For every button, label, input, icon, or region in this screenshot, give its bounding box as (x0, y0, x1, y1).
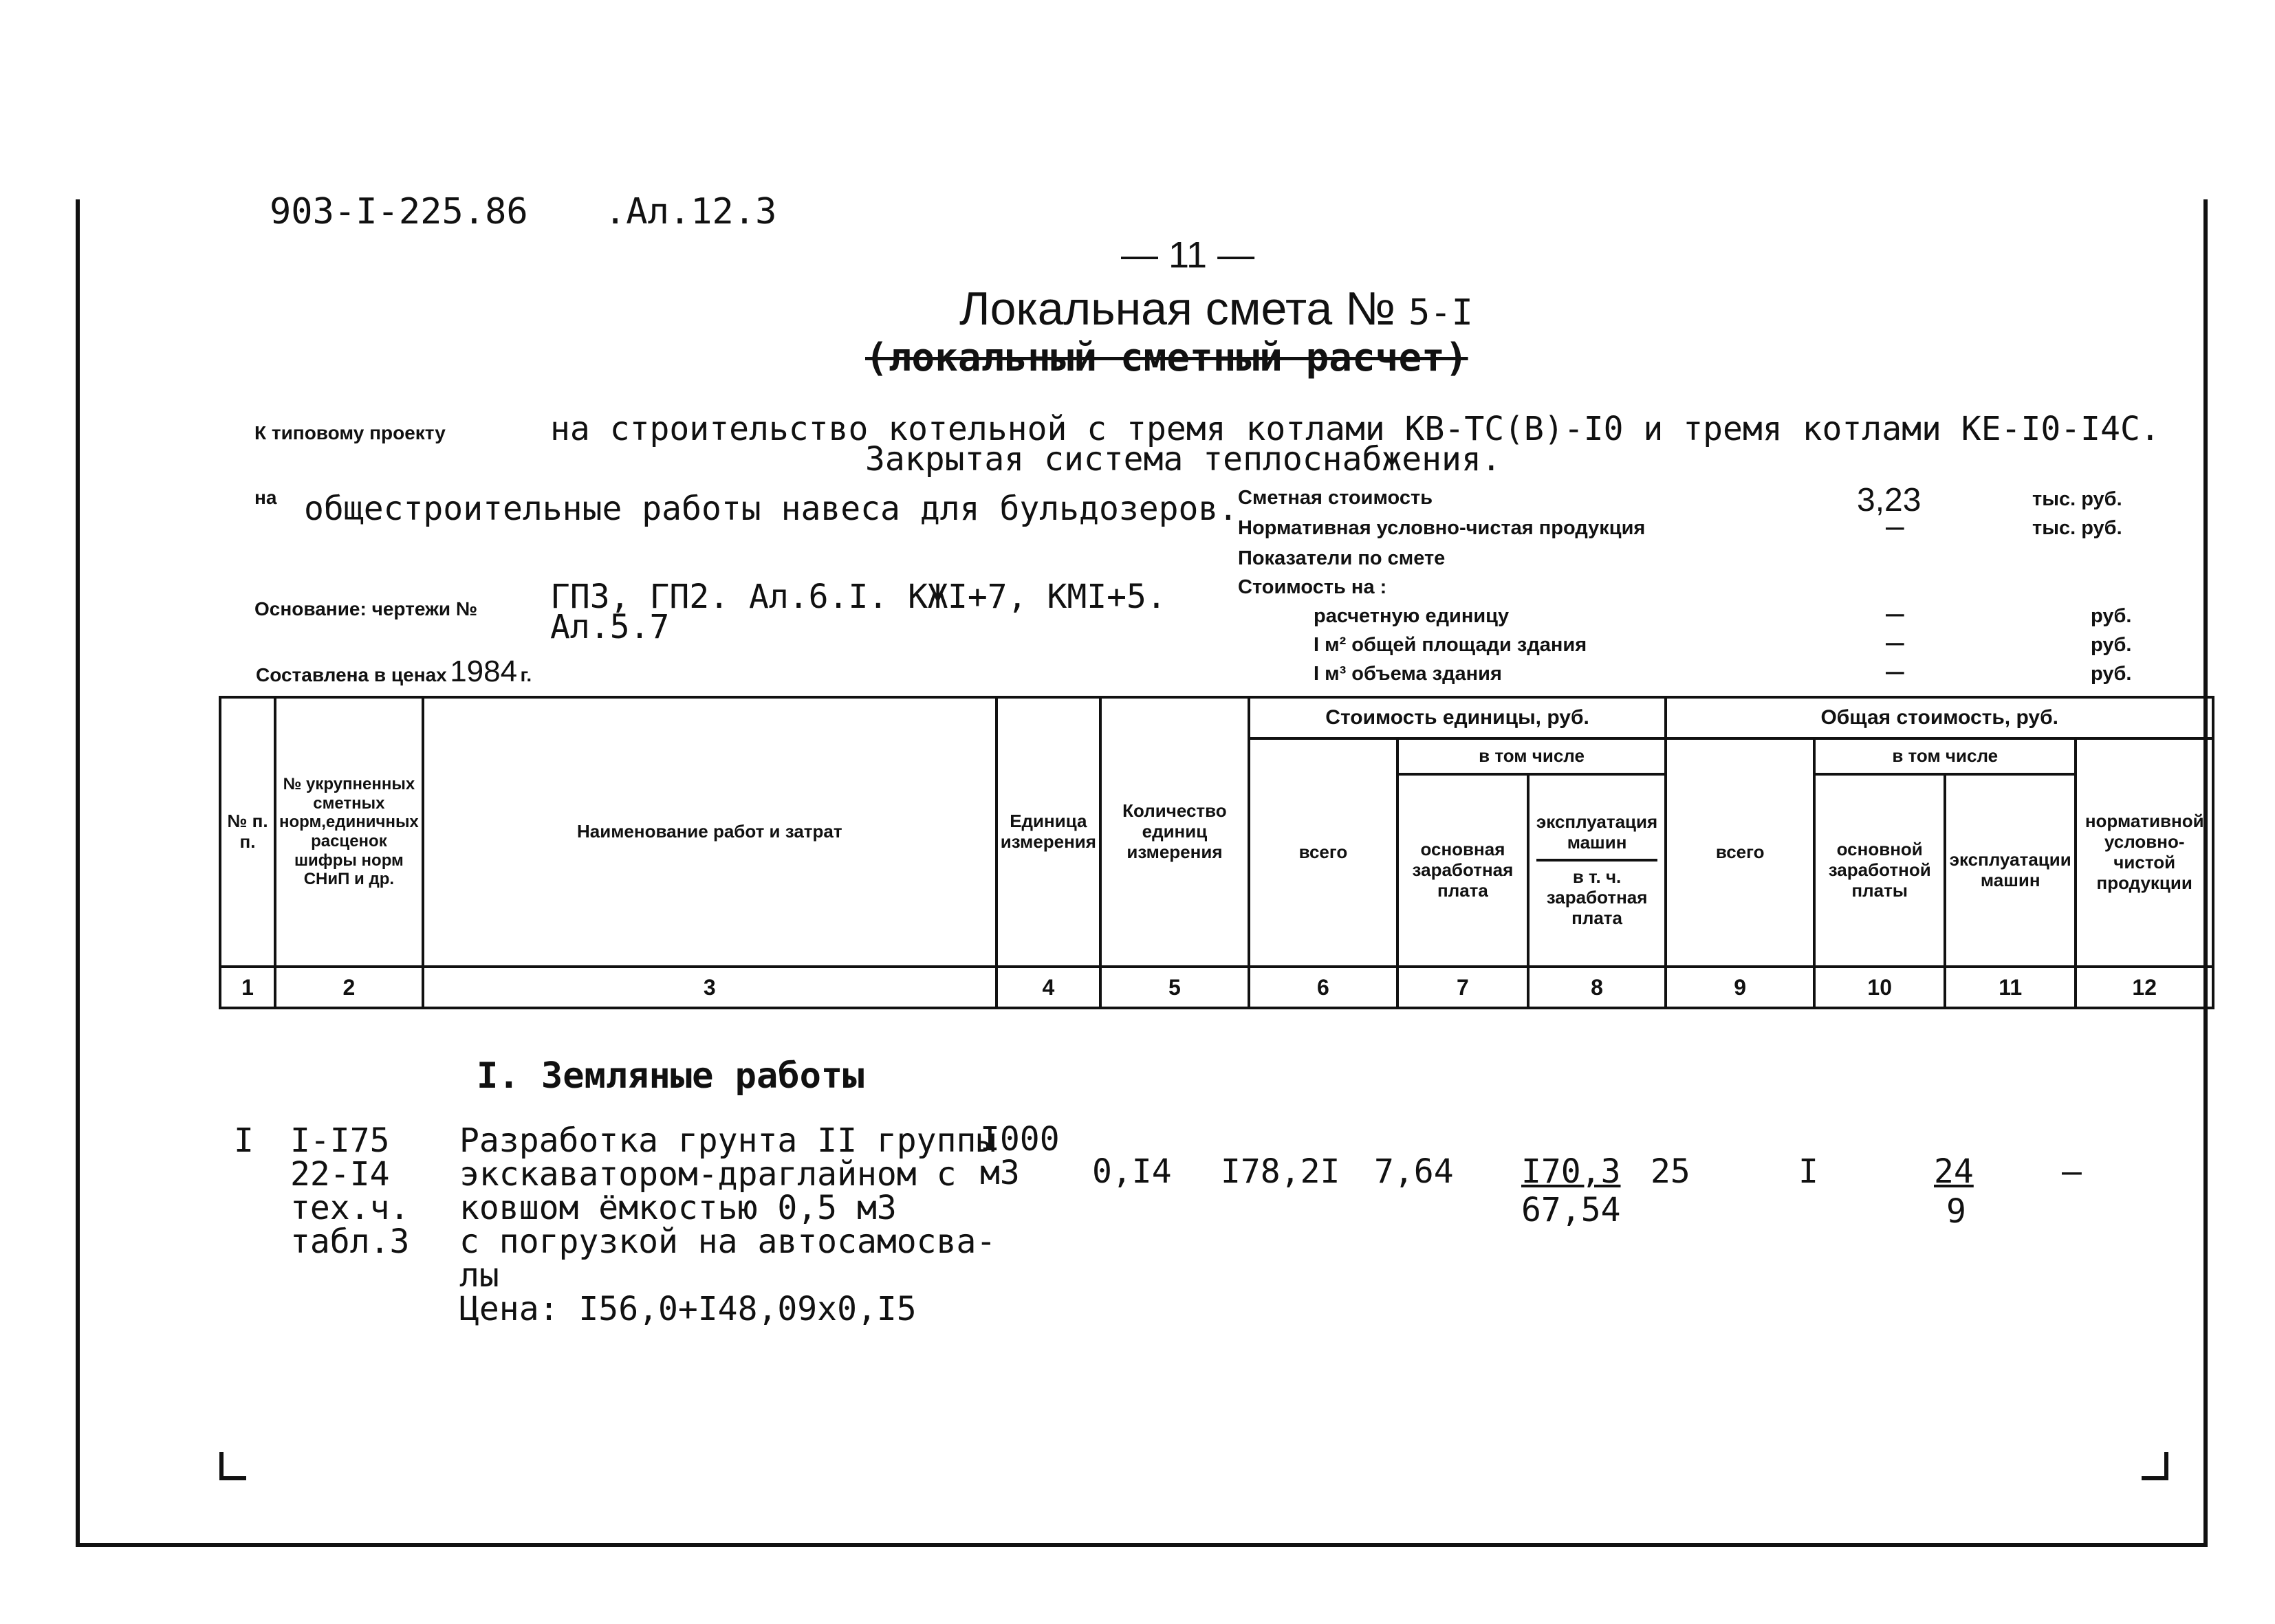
project-value-line2: Закрытая система теплоснабжения. (865, 440, 1501, 479)
col-total-wage-header: основной заработной платы (1814, 774, 1945, 967)
col-qty-header: Количество единиц измерения (1100, 697, 1249, 967)
project-value-line1: на строительство котельной с тремя котлами КВ-ТС(В)-I0 и тремя котлами КЕ-I0-I4С. (550, 410, 2160, 448)
total-incl-header: в том числе (1814, 738, 2076, 774)
row-unit-machine-wage: 67,54 (1521, 1191, 1621, 1229)
col-total-header: всего (1666, 738, 1814, 967)
per-unit-unit: руб. (2091, 605, 2132, 627)
per-unit-value: – (1886, 595, 1904, 631)
per-volume-value: – (1886, 652, 1904, 689)
works-value: общестроительные работы навеса для бульдозеров. (304, 490, 1239, 528)
estimate-table-header (219, 696, 2214, 1009)
row-unit-line-2: м3 (980, 1153, 1020, 1192)
basis-label: Основание: чертежи № (254, 598, 478, 619)
normative-unit: тыс. руб. (2032, 517, 2122, 539)
corner-mark-right-icon (2139, 1451, 2169, 1481)
col-num-header: № п. п. (220, 697, 275, 967)
per-area-label: I м² общей площади здания (1314, 634, 1587, 656)
row-unit-machine: I70,3 (1521, 1152, 1621, 1191)
col-code-header: № укрупненных сметных норм,единичных расценок шифры норм СНиП и др. (275, 697, 423, 967)
row-code (290, 1121, 410, 1261)
per-volume-label: I м³ объема здания (1314, 663, 1502, 685)
basis-value-line1: ГП3, ГП2. Ал.6.I. КЖI+7, КМI+5. (550, 578, 1166, 616)
col-normative-header: нормативной условно-чистой продукции (2076, 738, 2213, 967)
row-code-line-2: 22-I4 (290, 1154, 390, 1194)
per-volume-unit: руб. (2091, 663, 2132, 685)
title-text: Локальная смета № (959, 283, 1396, 335)
row-unit-line-1: I000 (980, 1120, 1060, 1159)
estimated-cost-label: Сметная стоимость (1238, 487, 1433, 509)
doc-code: 903-I-225.86 (270, 191, 528, 232)
col-number-7: 7 (1397, 967, 1528, 1008)
col-number-5: 5 (1100, 967, 1249, 1008)
col-number-2: 2 (275, 967, 423, 1008)
row-name (459, 1121, 997, 1295)
row-qty: 0,I4 (1092, 1152, 1172, 1191)
cost-per-label: Стоимость на : (1238, 576, 1387, 598)
normative-label: Нормативная условно-чистая продукция (1238, 517, 1646, 539)
col-unit-machine-header (1528, 774, 1666, 967)
basis-value-line2: Ал.5.7 (550, 608, 670, 646)
col-number-12: 12 (2076, 967, 2213, 1008)
prices-suffix: г. (520, 664, 532, 685)
row-unit (980, 1120, 1060, 1192)
prices-label: Составлена в ценах (256, 664, 447, 685)
estimated-cost-unit: тыс. руб. (2032, 488, 2122, 510)
machine-wage-label: в т. ч. заработная плата (1546, 866, 1648, 928)
row-total-machine-wage: 9 (1946, 1192, 1966, 1231)
row-unit-wage: 7,64 (1374, 1152, 1454, 1191)
col-number-3: 3 (423, 967, 997, 1008)
row-total-machine: 24 (1934, 1152, 1974, 1191)
col-unit-header: Единица измерения (997, 697, 1100, 967)
row-name-line-3: ковшом ёмкостью 0,5 м3 (459, 1188, 897, 1227)
row-price-formula: Цена: I56,0+I48,09х0,I5 (459, 1290, 917, 1328)
prices-year: 1984 (450, 655, 518, 688)
col-number-1: 1 (220, 967, 275, 1008)
col-unit-total-header: всего (1249, 738, 1397, 967)
row-total-normative: – (2062, 1152, 2082, 1191)
corner-mark-left-icon (219, 1451, 249, 1481)
per-area-unit: руб. (2091, 634, 2132, 656)
subtitle: (локальный сметный расчет) (865, 336, 1468, 380)
col-number-4: 4 (997, 967, 1100, 1008)
row-code-line-3: тех.ч. (290, 1188, 410, 1227)
prices-line (256, 655, 532, 689)
row-code-line-4: табл.3 (290, 1222, 410, 1261)
unit-cost-group-header: Стоимость единицы, руб. (1249, 697, 1666, 738)
col-unit-wage-header: основная заработная плата (1397, 774, 1528, 967)
unit-incl-header: в том числе (1397, 738, 1666, 774)
row-name-line-2: экскаватором-драглайном с (459, 1154, 957, 1194)
col-number-10: 10 (1814, 967, 1945, 1008)
col-name-header: Наименование работ и затрат (423, 697, 997, 967)
row-total: 25 (1651, 1152, 1690, 1191)
col-total-machine-header: эксплуатации машин (1945, 774, 2076, 967)
col-number-11: 11 (1945, 967, 2076, 1008)
row-total-wage: I (1798, 1152, 1818, 1191)
document-code (270, 191, 776, 232)
row-name-line-5: лы (459, 1255, 499, 1295)
per-unit-label: расчетную единицу (1314, 605, 1510, 627)
project-label: К типовому проекту (254, 422, 446, 443)
per-area-value: – (1886, 624, 1904, 660)
album-ref: .Ал.12.3 (605, 191, 777, 232)
col-number-8: 8 (1528, 967, 1666, 1008)
row-name-line-1: Разработка грунта II группы (459, 1121, 997, 1160)
works-label: на (254, 487, 277, 508)
total-cost-group-header: Общая стоимость, руб. (1666, 697, 2213, 738)
row-num: I (234, 1121, 254, 1160)
row-code-line-1: I-I75 (290, 1121, 390, 1160)
page-frame-bottom (76, 1543, 2208, 1547)
col-number-6: 6 (1249, 967, 1397, 1008)
title-number: 5-I (1408, 292, 1473, 333)
page-title (959, 282, 1473, 336)
estimated-cost-value: 3,23 (1857, 482, 1922, 518)
normative-value: – (1886, 508, 1904, 545)
page-number: — 11 — (1121, 234, 1255, 276)
page-frame-left (76, 199, 80, 1547)
section-title: I. Земляные работы (477, 1055, 864, 1097)
machine-operation-label: эксплуатация машин (1536, 806, 1657, 862)
row-unit-total: I78,2I (1221, 1152, 1340, 1191)
row-name-line-4: с погрузкой на автосамосва- (459, 1222, 997, 1261)
indicators-label: Показатели по смете (1238, 547, 1446, 569)
col-number-9: 9 (1666, 967, 1814, 1008)
